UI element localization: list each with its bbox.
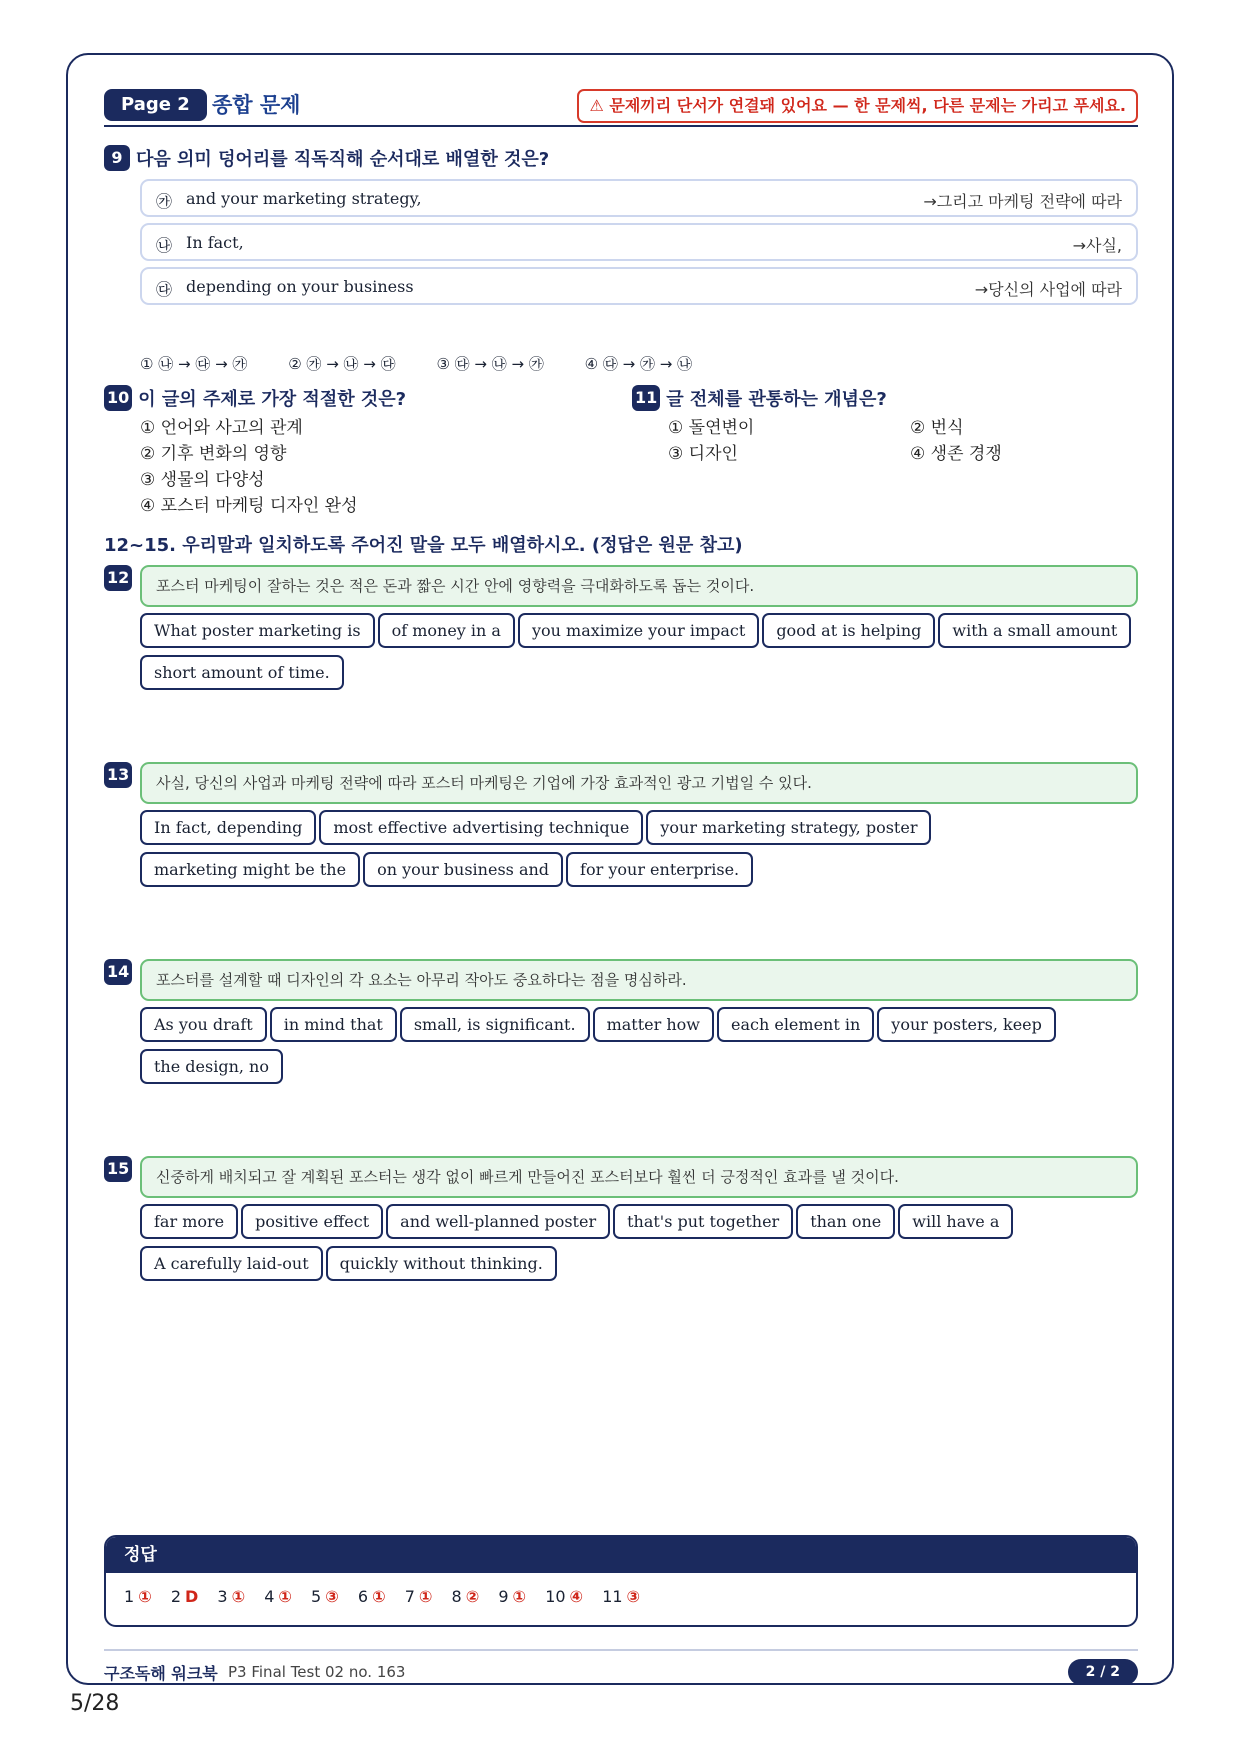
word-chip[interactable]: of money in a (378, 613, 515, 648)
answer-item (498, 1587, 526, 1606)
worksheet-page (66, 53, 1174, 1685)
word-bank (140, 1007, 1140, 1091)
answer-item (264, 1587, 292, 1606)
word-chip[interactable]: your posters, keep (877, 1007, 1056, 1042)
answer-item (405, 1587, 433, 1606)
question-11-options (668, 415, 1088, 475)
chunk-korean: →사실, (1072, 236, 1122, 255)
answer-value: ③ (325, 1587, 339, 1606)
korean-sentence: 포스터를 설계할 때 디자인의 각 요소는 아무리 작아도 중요하다는 점을 명심하라. (140, 959, 1138, 1001)
question-title: 글 전체를 관통하는 개념은? (666, 389, 887, 410)
answer-item (358, 1587, 386, 1606)
word-chip[interactable]: that's put together (613, 1204, 793, 1239)
word-bank (140, 810, 1140, 894)
worksheet-content (104, 89, 1138, 1683)
answer-item (311, 1587, 339, 1606)
word-bank (140, 1204, 1140, 1288)
page-footer (104, 1649, 1138, 1683)
answer-value: ② (465, 1587, 480, 1606)
answer-value: ④ (569, 1587, 584, 1606)
answer-number: 6 (357, 1587, 369, 1606)
chunk-da (140, 267, 1138, 305)
chunk-english: and your marketing strategy, (186, 189, 422, 208)
word-chip[interactable]: In fact, depending (140, 810, 316, 845)
answer-value: ③ (626, 1587, 641, 1606)
chunk-marker: ㉮ (156, 192, 173, 211)
question-number: 10 (104, 385, 132, 411)
arrangement-instructions: 12~15. 우리말과 일치하도록 주어진 말을 모두 배열하시오. (정답은 원문 참고) (104, 535, 743, 556)
question-10-options (140, 415, 406, 519)
question-9-options (140, 353, 728, 374)
option-1[interactable]: ① 언어와 사고의 관계 (140, 418, 303, 438)
answer-key-title: 정답 (106, 1537, 1136, 1573)
chunk-marker: ㉯ (156, 236, 173, 255)
word-chip[interactable]: for your enterprise. (566, 852, 753, 887)
korean-sentence: 신중하게 배치되고 잘 계획된 포스터는 생각 없이 빠르게 만들어진 포스터보다 훨씬 더 긍정적인 효과를 낼 것이다. (140, 1156, 1138, 1198)
answer-item (602, 1587, 640, 1606)
word-chip[interactable]: will have a (898, 1204, 1013, 1239)
option-3[interactable]: ③ ㉰ → ㉯ → ㉮ (436, 355, 544, 373)
answer-item (545, 1587, 583, 1606)
word-chip[interactable]: your marketing strategy, poster (646, 810, 931, 845)
word-chip[interactable]: with a small amount (938, 613, 1131, 648)
page-header (104, 89, 1138, 127)
word-chip[interactable]: you maximize your impact (518, 613, 759, 648)
option-1[interactable]: ① ㉯ → ㉰ → ㉮ (140, 355, 248, 373)
answer-value: ① (512, 1587, 527, 1606)
answer-value: ① (138, 1587, 152, 1606)
word-chip[interactable]: on your business and (363, 852, 563, 887)
korean-sentence: 포스터 마케팅이 잘하는 것은 적은 돈과 짧은 시간 안에 영향력을 극대화하도록 돕는 것이다. (140, 565, 1138, 607)
option-2[interactable]: ② 기후 변화의 영향 (140, 444, 287, 464)
answer-value: ① (372, 1587, 386, 1606)
option-4[interactable]: ④ 생존 경쟁 (910, 444, 1002, 464)
answer-value: ① (418, 1587, 433, 1606)
answer-value: ① (278, 1587, 292, 1606)
option-2[interactable]: ② ㉮ → ㉯ → ㉰ (288, 355, 396, 373)
question-title: 이 글의 주제로 가장 적절한 것은? (138, 389, 407, 410)
word-chip[interactable]: A carefully laid-out (140, 1246, 323, 1281)
answer-number: 3 (217, 1587, 228, 1606)
option-2[interactable]: ② 번식 (910, 418, 964, 438)
word-chip[interactable]: than one (796, 1204, 895, 1239)
word-chip[interactable]: As you draft (140, 1007, 267, 1042)
footer-source: P3 Final Test 02 no. 163 (228, 1663, 406, 1681)
word-bank (140, 613, 1140, 697)
word-chip[interactable]: most effective advertising technique (319, 810, 643, 845)
korean-sentence: 사실, 당신의 사업과 마케팅 전략에 따라 포스터 마케팅은 기업에 가장 효과적인 광고 기법일 수 있다. (140, 762, 1138, 804)
answer-item (124, 1587, 152, 1606)
word-chip[interactable]: and well-planned poster (386, 1204, 610, 1239)
option-4[interactable]: ④ 포스터 마케팅 디자인 완성 (140, 496, 358, 516)
chunk-korean: →그리고 마케팅 전략에 따라 (923, 192, 1122, 211)
answer-number: 9 (498, 1587, 509, 1606)
answer-number: 7 (404, 1587, 415, 1606)
question-10 (104, 385, 406, 519)
footer-brand: 구조독해 워크북 (104, 1664, 218, 1683)
answer-number: 1 (124, 1587, 135, 1606)
option-3[interactable]: ③ 디자인 (668, 444, 738, 464)
question-number: 9 (104, 145, 130, 171)
answer-item (452, 1587, 480, 1606)
chunk-na (140, 223, 1138, 261)
answer-item (171, 1587, 198, 1606)
question-11 (632, 385, 1088, 475)
warning-notice: ⚠ 문제끼리 단서가 연결돼 있어요 — 한 문제씩, 다른 문제는 가리고 푸세요. (577, 89, 1138, 123)
option-3[interactable]: ③ 생물의 다양성 (140, 470, 265, 490)
footer-page-badge: 2 / 2 (1068, 1659, 1138, 1685)
word-chip[interactable]: marketing might be the (140, 852, 360, 887)
chunk-english: In fact, (186, 233, 244, 252)
word-chip[interactable]: the design, no (140, 1049, 283, 1084)
word-chip[interactable]: positive effect (241, 1204, 383, 1239)
answer-number: 5 (311, 1587, 322, 1606)
answer-value: ① (231, 1587, 246, 1606)
chunk-english: depending on your business (186, 277, 414, 296)
word-chip[interactable]: short amount of time. (140, 655, 344, 690)
answer-number: 10 (545, 1587, 566, 1606)
answer-number: 11 (602, 1587, 623, 1606)
option-1[interactable]: ① 돌연변이 (668, 418, 755, 438)
page-label-badge: Page 2 (104, 89, 207, 121)
answer-number: 2 (170, 1587, 182, 1606)
word-chip[interactable]: far more (140, 1204, 238, 1239)
word-chip[interactable]: What poster marketing is (140, 613, 375, 648)
question-number: 15 (104, 1156, 132, 1182)
word-chip[interactable]: small, is significant. (400, 1007, 590, 1042)
answer-item (217, 1587, 245, 1606)
answer-number: 4 (264, 1587, 275, 1606)
word-chip[interactable]: quickly without thinking. (326, 1246, 557, 1281)
answer-key (104, 1535, 1138, 1627)
question-number: 12 (104, 565, 132, 591)
question-number: 13 (104, 762, 132, 788)
chunk-ga (140, 179, 1138, 217)
word-chip[interactable]: good at is helping (762, 613, 935, 648)
question-number: 14 (104, 959, 132, 985)
option-4[interactable]: ④ ㉰ → ㉮ → ㉯ (584, 355, 693, 373)
word-chip[interactable]: in mind that (270, 1007, 397, 1042)
question-number: 11 (632, 385, 660, 411)
page-counter: 5/28 (70, 1691, 120, 1716)
question-9 (104, 145, 549, 171)
word-chip[interactable]: matter how (593, 1007, 714, 1042)
chunk-marker: ㉰ (156, 280, 173, 299)
word-chip[interactable]: each element in (717, 1007, 874, 1042)
answer-number: 8 (451, 1587, 462, 1606)
question-title: 다음 의미 덩어리를 직독직해 순서대로 배열한 것은? (136, 149, 550, 170)
section-title: 종합 문제 (212, 93, 301, 117)
chunk-korean: →당신의 사업에 따라 (974, 280, 1122, 299)
answer-list (106, 1573, 1136, 1606)
answer-value: D (185, 1587, 199, 1606)
